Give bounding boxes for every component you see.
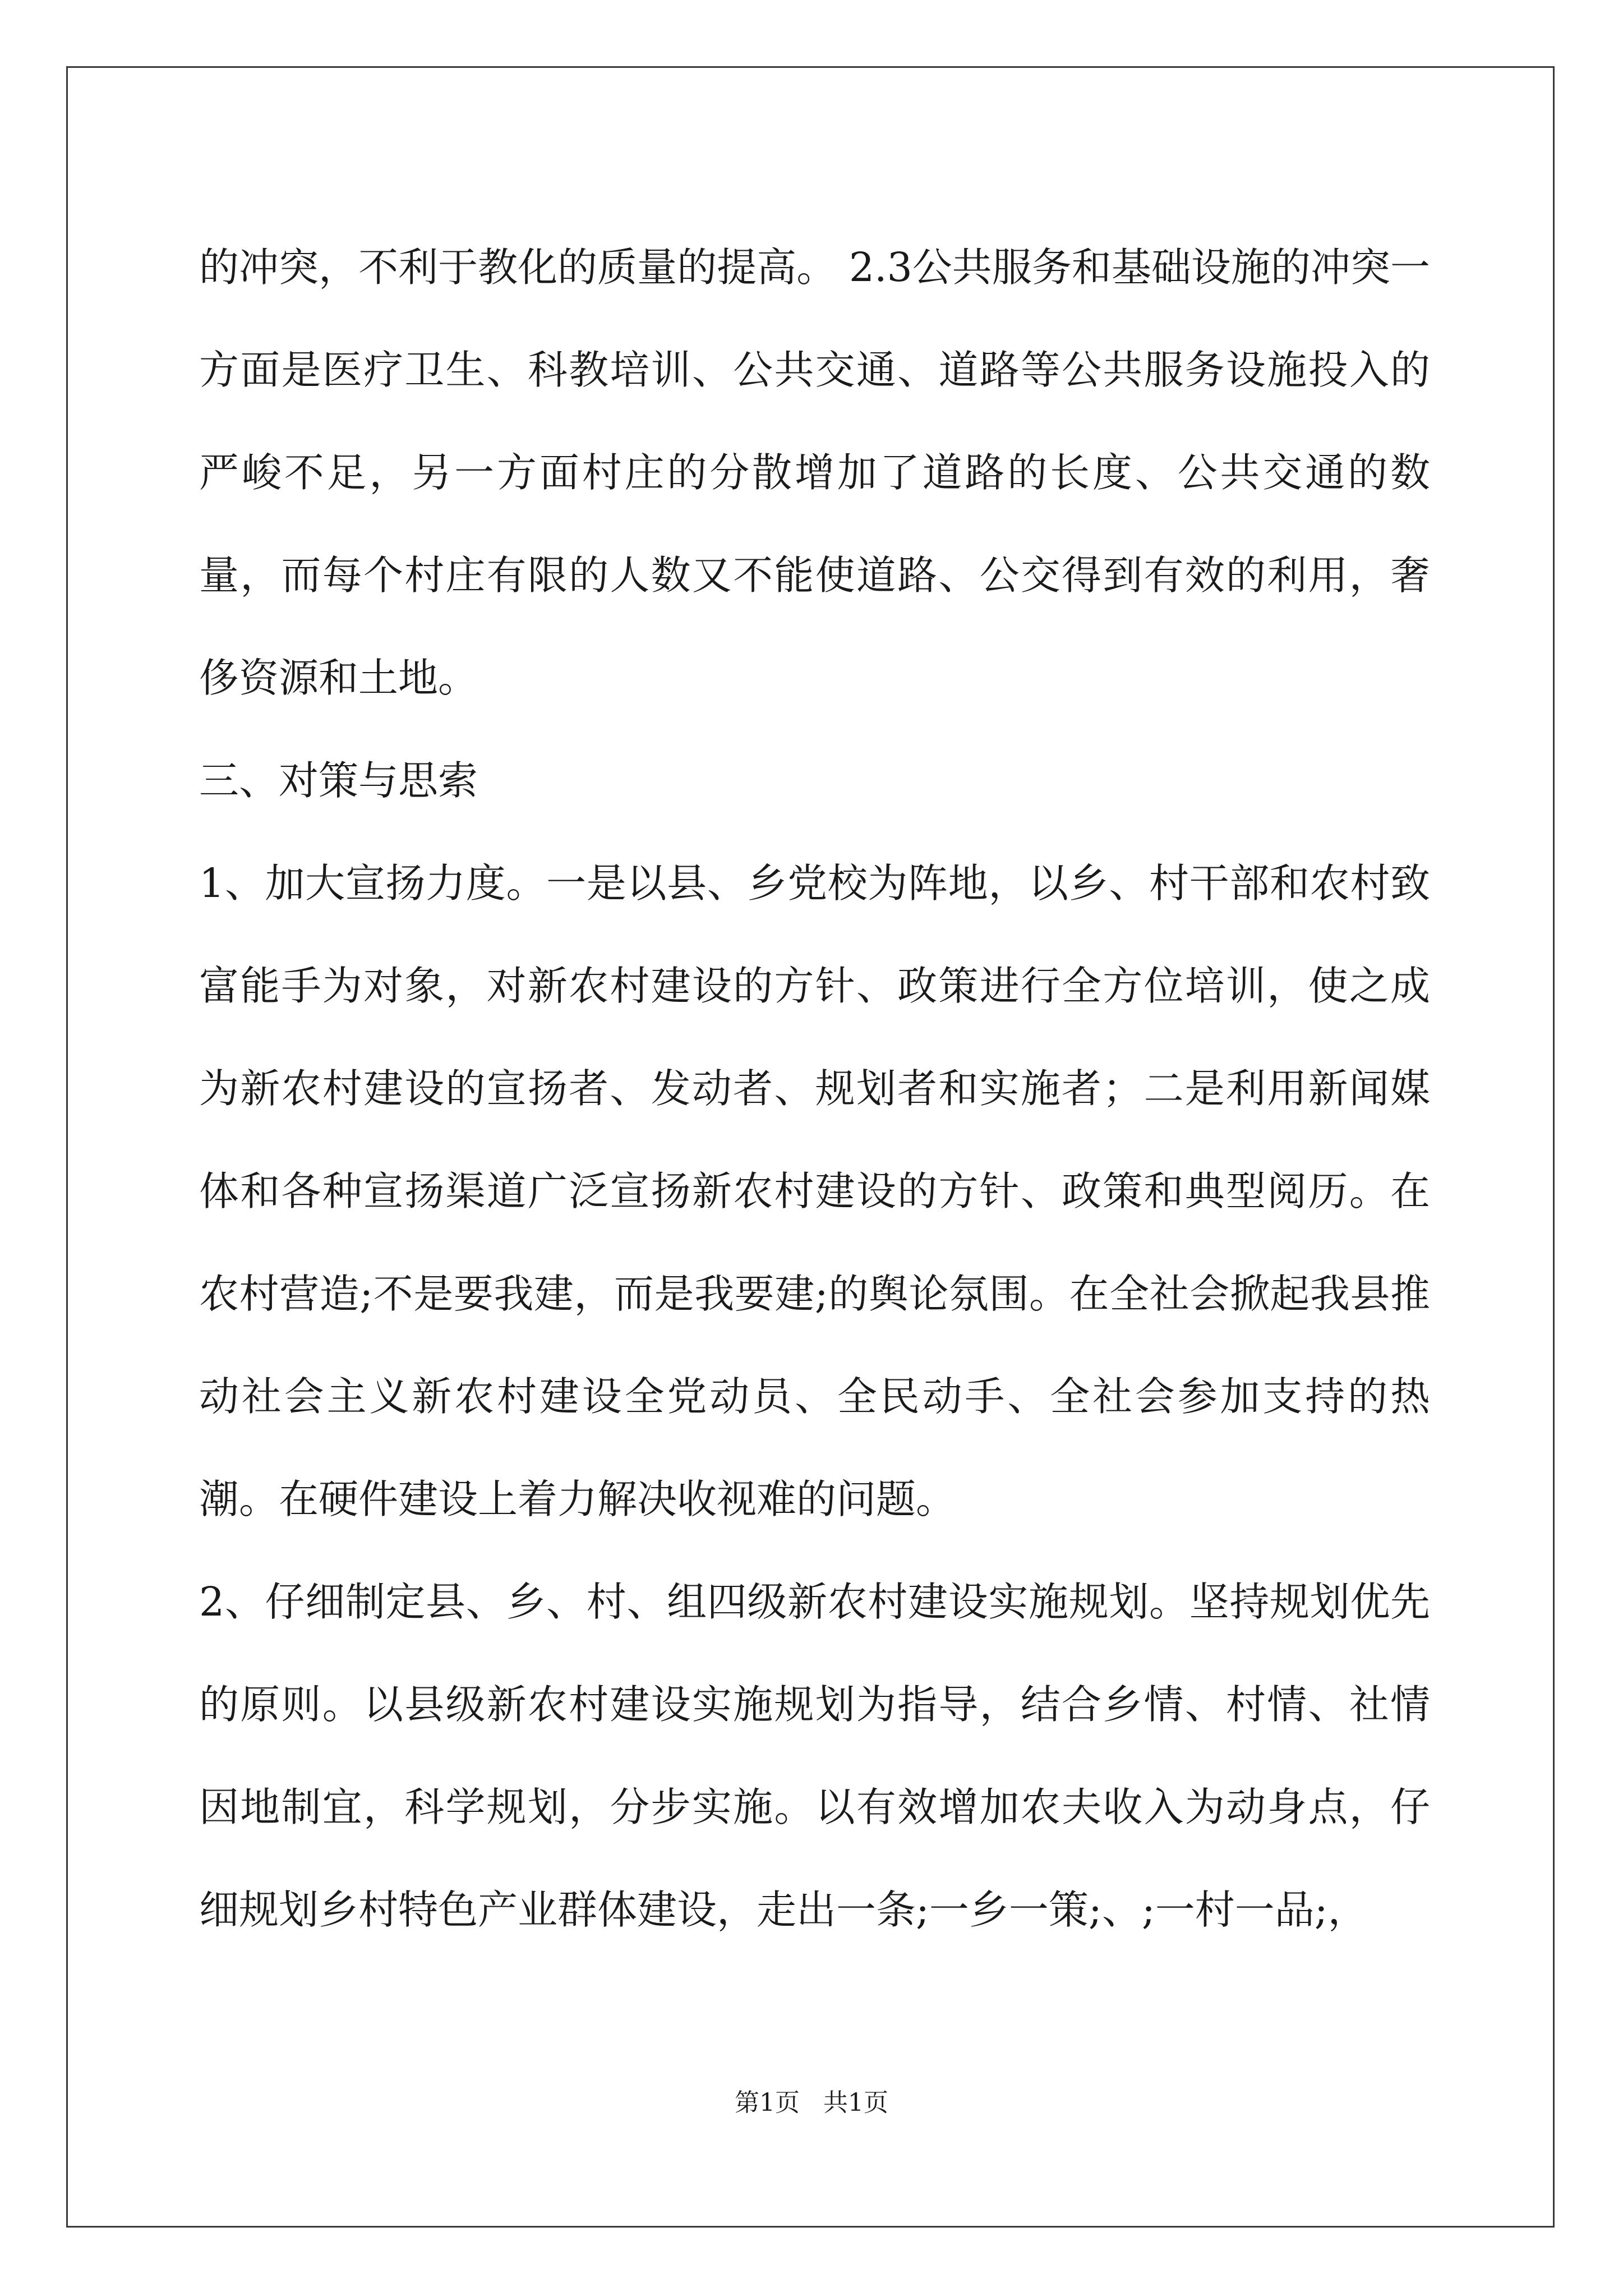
paragraph-planning: 2、仔细制定县、乡、村、组四级新农村建设实施规划。坚持规划优先的原则。以县级新农村建设实施规划为指导，结合乡情、村情、社情因地制宜，科学规划，分步实施。以有效增加农夫收入为动身点，仔细规划乡村特色产业群体建设，走出一条;一乡一策;、;一村一品;， (199, 1579, 1430, 1933)
section-heading: 三、对策与思索 (199, 757, 478, 804)
page-number-footer: 第1页 共1页 (735, 2088, 888, 2117)
paragraph-publicity: 1、加大宣扬力度。一是以县、乡党校为阵地，以乡、村干部和农村致富能手为对象，对新农村建设的方针、政策进行全方位培训，使之成为新农村建设的宣扬者、发动者、规划者和实施者；二是利用新闻媒体和各种宣扬渠道广泛宣扬新农村建设的方针、政策和典型阅历。在农村营造;不是要我建，而是我要建;的舆论氛围。在全社会掀起我县推动社会主义新农村建设全党动员、全民动手、全社会参加支持的热潮。在硬件建设上着力解决收视难的问题。 (199, 860, 1430, 1522)
document-body (199, 216, 1430, 1961)
paragraph-public-services: 的冲突，不利于教化的质量的提高。 2.3公共服务和基础设施的冲突一方面是医疗卫生、科教培训、公共交通、道路等公共服务设施投入的严峻不足，另一方面村庄的分散增加了道路的长度、公共交通的数量，而每个村庄有限的人数又不能使道路、公交得到有效的利用，奢侈资源和土地。 (199, 244, 1430, 701)
